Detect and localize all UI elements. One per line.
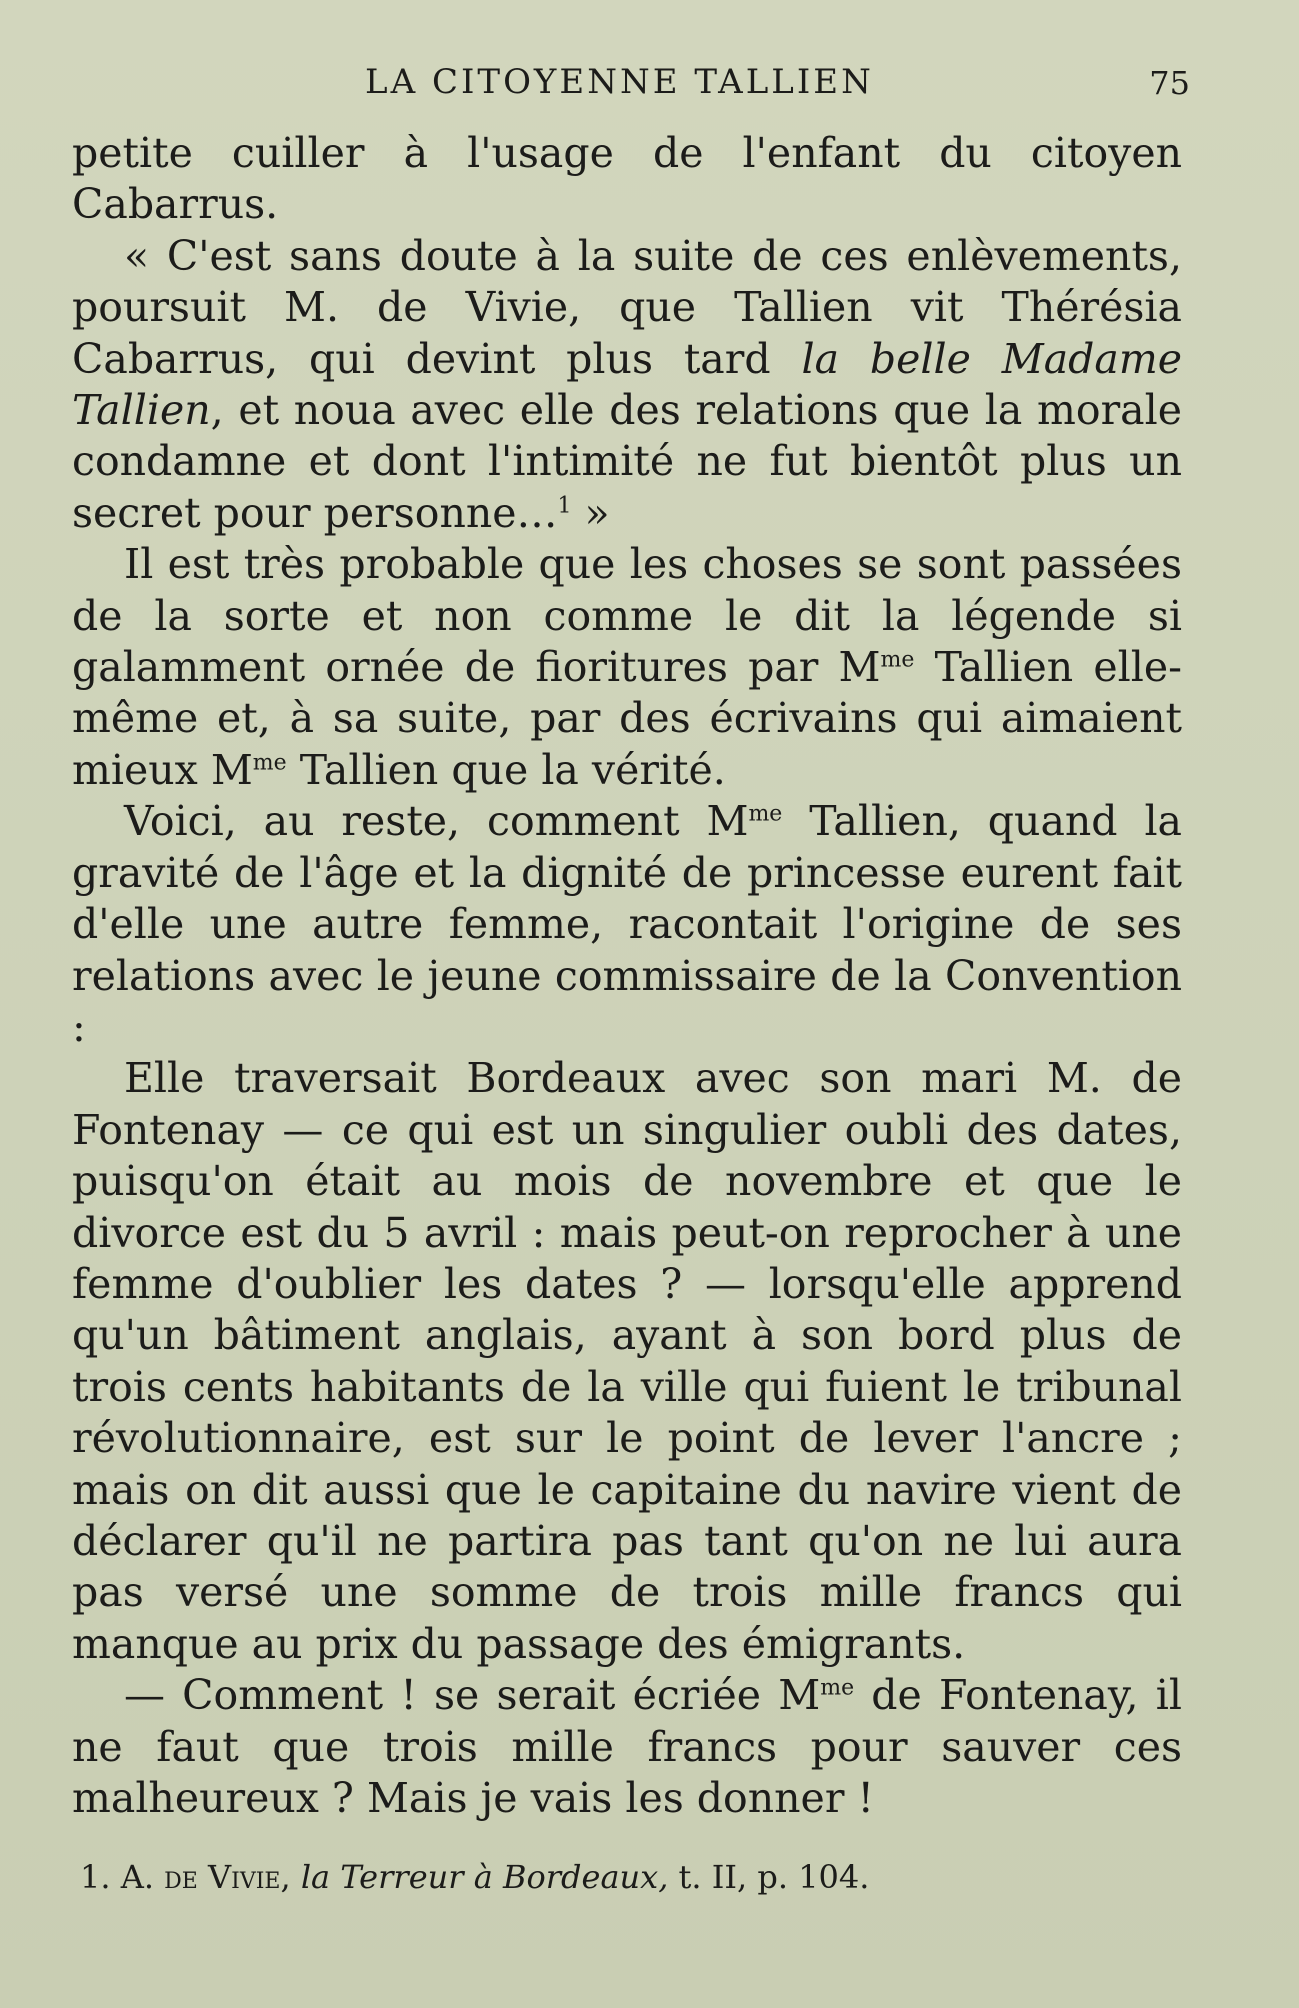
superscript: me bbox=[820, 1675, 855, 1701]
paragraph-3-text-b: Tallien elle-même et, à sa suite, par des écrivains qui aimaient mieux M bbox=[72, 643, 1182, 794]
superscript: me bbox=[252, 750, 287, 776]
superscript: me bbox=[880, 647, 915, 673]
body-text bbox=[72, 128, 1182, 1824]
paragraph-6-text-a: — Comment ! se serait écriée M bbox=[124, 1671, 821, 1720]
paragraph-2-text-a: « C'est sans doute à la suite de ces enlèvements, poursuit M. de Vivie, que Tallien vit Thérésia Cabarrus, qui devint plus tard bbox=[72, 231, 1182, 383]
paragraph-4-text-a: Voici, au reste, comment M bbox=[124, 797, 749, 846]
footnote-author: de Vivie, bbox=[164, 1858, 291, 1896]
paragraph-1-text: petite cuiller à l'usage de l'enfant du citoyen Cabarrus. bbox=[72, 129, 1182, 229]
paragraph-5-text: Elle traversait Bordeaux avec son mari M. de Fontenay — ce qui est un singulier oubli des dates, puisqu'on était au mois de novembre et que le divorce est du 5 avril : mais peut-on reprocher à une femme d'oublier les dates ? — lorsqu'elle apprend qu'un bâtiment anglais, ayant à son bord plus de trois cents habitants de la ville qui fuient le tribunal révolutionnaire, est sur le point de lever l'ancre ; mais on dit aussi que le capitaine du navire vient de déclarer qu'il ne partira pas tant qu'on ne lui aura pas versé une somme de trois mille francs qui manque au prix du passage des émigrants. bbox=[72, 1054, 1182, 1668]
running-title: LA CITOYENNE TALLIEN bbox=[365, 62, 874, 102]
paragraph-1 bbox=[72, 128, 1182, 231]
paragraph-6-text-b: de Fontenay, il ne faut que trois mille francs pour sauver ces malheureux ? Mais je vais les donner ! bbox=[72, 1671, 1182, 1822]
paragraph-2-text-b: , et noua avec elle des relations que la morale condamne et dont l'intimité ne fut bientôt plus un secret pour personne… bbox=[72, 386, 1182, 537]
superscript: me bbox=[748, 801, 783, 827]
paragraph-2-text-c: » bbox=[571, 488, 610, 537]
footnote-author-initial: A. bbox=[120, 1858, 154, 1896]
footnote-reference-pages: t. II, p. 104. bbox=[678, 1858, 870, 1896]
page-header bbox=[80, 62, 1190, 112]
paragraph-4 bbox=[72, 796, 1182, 1053]
footnote-title: la Terreur à Bordeaux, bbox=[300, 1858, 669, 1896]
page-number: 75 bbox=[1149, 64, 1190, 102]
paragraph-4-text-b: Tallien, quand la gravité de l'âge et la dignité de princesse eurent fait d'elle une autre femme, racontait l'origine de ses relations avec le jeune commissaire de la Convention : bbox=[72, 797, 1182, 1051]
italic-title: la belle Madame Tallien bbox=[72, 334, 1182, 435]
paragraph-3 bbox=[72, 539, 1182, 796]
paragraph-6 bbox=[72, 1670, 1182, 1824]
footnote-number: 1. bbox=[80, 1858, 111, 1896]
paragraph-5 bbox=[72, 1053, 1182, 1670]
paragraph-3-text-a: Il est très probable que les choses se sont passées de la sorte et non comme le dit la légende si galamment ornée de fioritures par M bbox=[72, 540, 1182, 692]
paragraph-2 bbox=[72, 231, 1182, 539]
footnote bbox=[80, 1858, 1180, 1896]
footnote-reference: 1 bbox=[557, 493, 572, 519]
paragraph-3-text-c: Tallien que la vérité. bbox=[286, 745, 726, 794]
